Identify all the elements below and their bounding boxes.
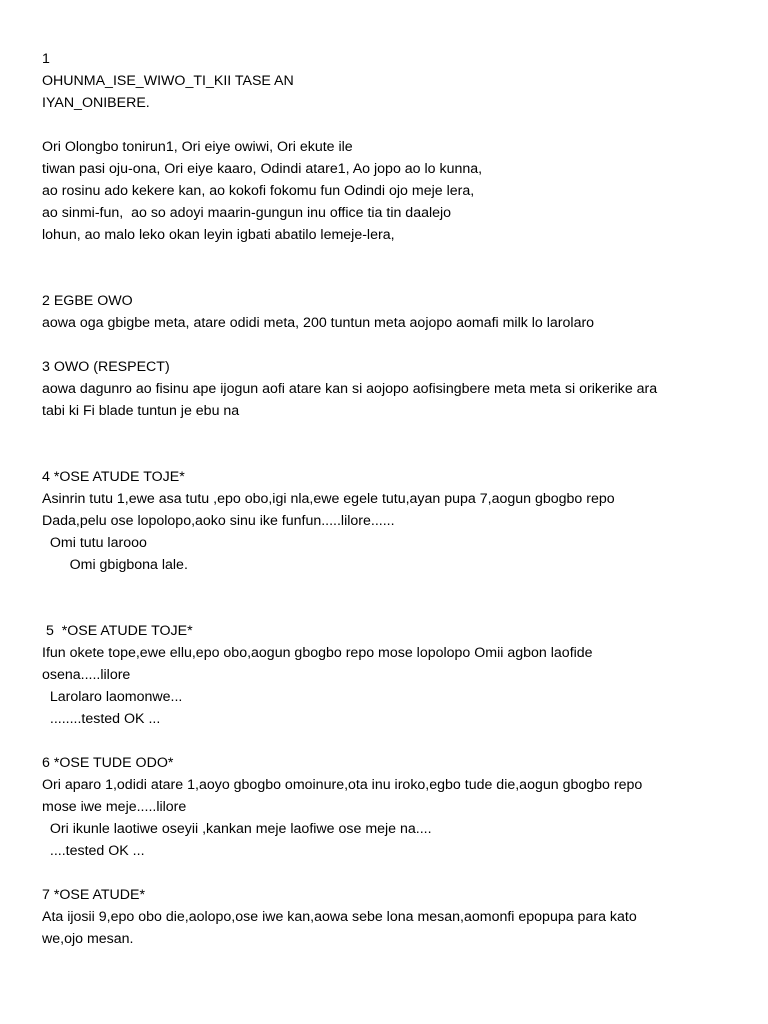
section-1 [42,48,742,246]
text-line: ao rosinu ado kekere kan, ao kokofi fokomu fun Odindi ojo meje lera, [42,183,475,199]
text-line: tiwan pasi oju-ona, Ori eiye kaaro, Odindi atare1, Ao jopo ao lo kunna, [42,161,483,177]
text-line: Ifun okete tope,ewe ellu,epo obo,aogun gbogbo repo mose lopolopo Omii agbon laofide [42,645,593,661]
section-gap [42,246,742,290]
section-gap [42,576,742,620]
section-heading: 2 EGBE OWO [42,293,133,309]
document-title-continued: IYAN_ONIBERE. [42,95,150,111]
text-line: osena.....lilore [42,667,131,683]
text-line: ao sinmi-fun, ao so adoyi maarin-gungun inu office tia tin daalejo [42,205,452,221]
text-line: ........tested OK ... [42,711,161,727]
text-line: Ori Olongbo tonirun1, Ori eiye owiwi, Ori ekute ile [42,139,353,155]
section-5 [42,620,742,730]
text-line: lohun, ao malo leko okan leyin igbati abatilo lemeje-lera, [42,227,395,243]
section-number: 1 [42,51,50,67]
text-line: Omi gbigbona lale. [42,557,188,573]
document-title: OHUNMA_ISE_WIWO_TI_KII TASE AN [42,73,294,89]
section-4 [42,466,742,576]
text-line: Omi tutu larooo [42,535,147,551]
text-line: Ata ijosii 9,epo obo die,aolopo,ose iwe kan,aowa sebe lona mesan,aomonfi epopupa para kato [42,909,637,925]
section-gap [42,862,742,884]
section-heading: 3 OWO (RESPECT) [42,359,170,375]
text-line: aowa oga gbigbe meta, atare odidi meta, 200 tuntun meta aojopo aomafi milk lo larolaro [42,315,595,331]
section-heading: 7 *OSE ATUDE* [42,887,146,903]
section-2 [42,290,742,334]
section-gap [42,730,742,752]
text-line: mose iwe meje.....lilore [42,799,187,815]
section-heading: 5 *OSE ATUDE TOJE* [42,623,193,639]
section-7 [42,884,742,950]
text-line: Larolaro laomonwe... [42,689,183,705]
text-line: Dada,pelu ose lopolopo,aoko sinu ike funfun.....lilore...... [42,513,395,529]
section-heading: 6 *OSE TUDE ODO* [42,755,174,771]
text-line: Ori ikunle laotiwe oseyii ,kankan meje laofiwe ose meje na.... [42,821,432,837]
text-line: aowa dagunro ao fisinu ape ijogun aofi atare kan si aojopo aofisingbere meta meta si orikerike ara [42,381,658,397]
text-line: ....tested OK ... [42,843,145,859]
document-page [42,48,742,950]
section-heading: 4 *OSE ATUDE TOJE* [42,469,185,485]
text-line: we,ojo mesan. [42,931,134,947]
section-3 [42,356,742,422]
text-line: tabi ki Fi blade tuntun je ebu na [42,403,240,419]
text-line: Asinrin tutu 1,ewe asa tutu ,epo obo,igi nla,ewe egele tutu,ayan pupa 7,aogun gbogbo repo [42,491,615,507]
blank-line [42,114,742,136]
section-gap [42,422,742,466]
section-6 [42,752,742,862]
text-line: Ori aparo 1,odidi atare 1,aoyo gbogbo omoinure,ota inu iroko,egbo tude die,aogun gbogbo repo [42,777,643,793]
section-gap [42,334,742,356]
